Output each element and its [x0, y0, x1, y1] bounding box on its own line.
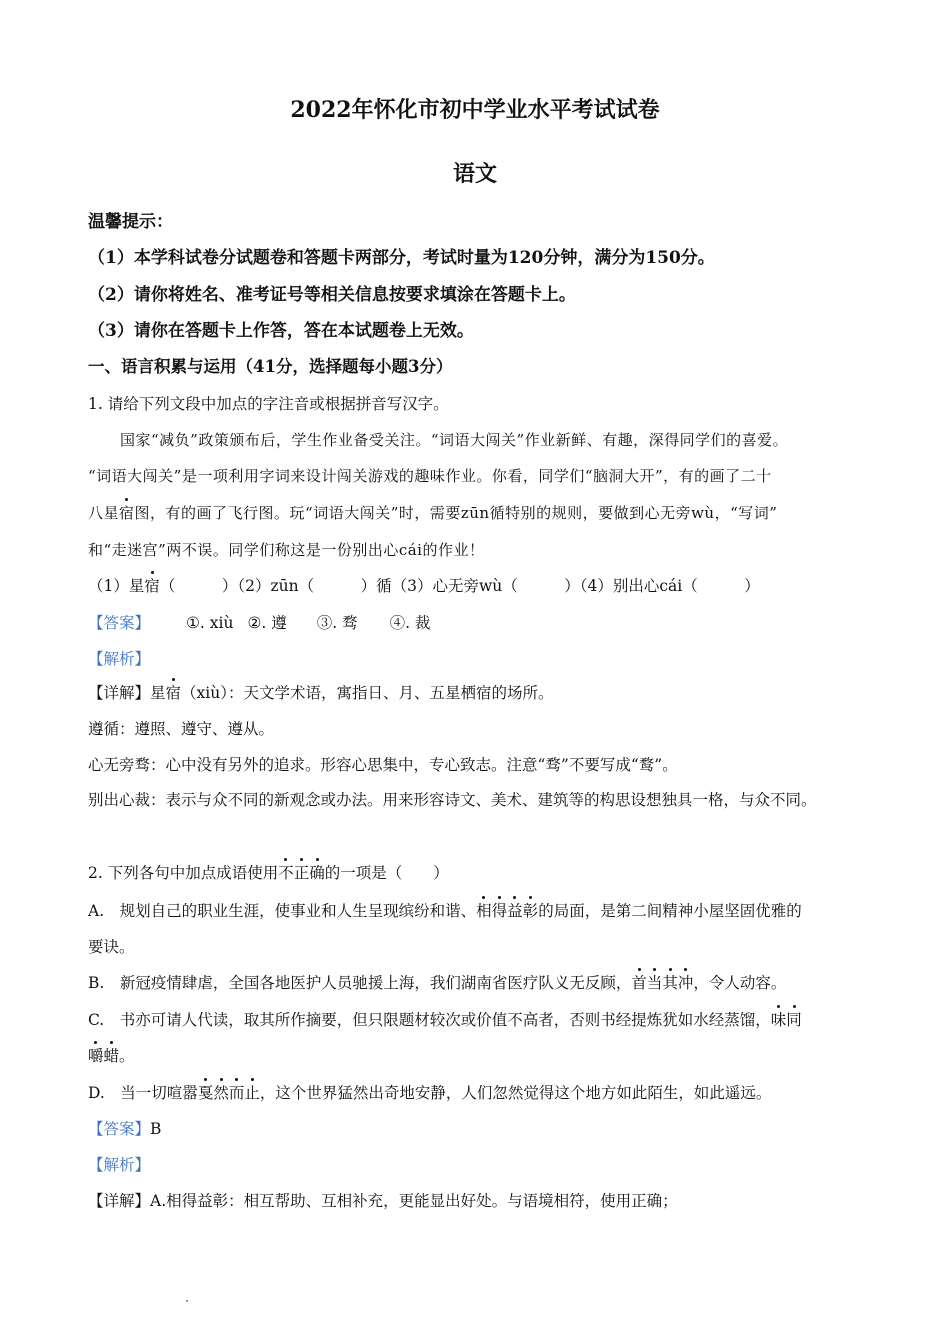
- passage-line: 国家“减负”政策颁布后，学生作业备受关注。“词语大闯关”作业新鲜、有趣，深得同学们的喜爱。: [120, 431, 789, 449]
- dotted-char: 首: [631, 974, 647, 992]
- answer-value: ②. 遵: [247, 614, 287, 632]
- notice-item: （2）请你将姓名、准考证号等相关信息按要求填涂在答题卡上。: [88, 285, 576, 305]
- dotted-char: 宿: [119, 504, 135, 522]
- detail-text: 星: [150, 684, 166, 702]
- dotted-char: 确: [309, 864, 325, 882]
- dotted-char: 冲: [677, 974, 694, 992]
- option-text: D. 当一切喧嚣: [88, 1084, 198, 1102]
- option-text: A. 规划自己的职业生涯，使事业和人生呈现缤纷和谐、: [88, 902, 477, 920]
- dotted-char: 同: [786, 1011, 802, 1029]
- subject-title: 语文: [452, 161, 497, 187]
- answer-value: ④. 裁: [389, 614, 431, 632]
- detail-tag: 【详解】: [88, 684, 151, 702]
- option-text: C. 书亦可请人代读，取其所作摘要，但只限题材较次或价值不高者，否则书经提炼犹如水经蒸馏，: [88, 1011, 771, 1029]
- dotted-char: 而: [228, 1084, 245, 1102]
- dotted-char: 止: [244, 1084, 260, 1102]
- option-b: [88, 973, 786, 993]
- answer-line: [88, 613, 430, 633]
- exam-title: 2022年怀化市初中学业水平考试试卷: [290, 97, 660, 123]
- dotted-char: 当: [646, 974, 663, 992]
- dotted-char: 彰: [522, 902, 539, 920]
- dotted-char: 得: [491, 902, 508, 920]
- option-d: [88, 1083, 771, 1103]
- dotted-char: 益: [507, 902, 523, 920]
- dotted-char: 然: [213, 1084, 229, 1102]
- notice-item: （3）请你在答题卡上作答，答在本试题卷上无效。: [88, 321, 474, 341]
- detail-line: 心无旁骛：心中没有另外的追求。形容心思集中，专心致志。注意“骛”不要写成“鹜”。: [88, 756, 678, 774]
- detail-text: （xiù）：天文学术语，寓指日、月、五星栖宿的场所。: [181, 684, 554, 702]
- stem-text: 的一项是（ ）: [324, 864, 449, 882]
- dotted-char: 戛: [197, 1084, 214, 1102]
- page-mark: [186, 1300, 188, 1302]
- passage-text: 八星: [88, 504, 120, 522]
- passage-line: [88, 503, 777, 523]
- question-2-stem: [88, 863, 449, 883]
- answer-line: [88, 1119, 161, 1139]
- dotted-char: 宿: [165, 684, 182, 702]
- notice-heading: 温馨提示：: [88, 212, 173, 232]
- section-title: 一、语言积累与运用（41分，选择题每小题3分）: [88, 357, 453, 376]
- passage-line: “词语大闯关”是一项利用字词来设计闯关游戏的趣味作业。你看，同学们“脑洞大开”，有的画了二十: [88, 467, 772, 485]
- analysis-tag: 【解析】: [88, 650, 151, 668]
- answer-tag: 【答案】: [88, 1120, 151, 1138]
- option-a: [88, 901, 802, 921]
- stem-text: 2. 下列各句中加点成语使用: [88, 864, 279, 882]
- passage-line: 和“走迷宫”两不误。同学们称这是一份别出心cái的作业！: [88, 541, 485, 559]
- dotted-char: 味: [770, 1011, 787, 1029]
- dotted-char: 不: [278, 864, 294, 882]
- dotted-char: 正: [293, 864, 310, 882]
- detail-line: 遵循：遵照、遵守、遵从。: [88, 720, 275, 738]
- option-c-cont: [88, 1046, 135, 1066]
- detail-tag: 【详解】: [88, 1192, 151, 1210]
- question-1-stem: 1. 请给下列文段中加点的字注音或根据拼音写汉字。: [88, 395, 449, 413]
- detail-line: [88, 1191, 678, 1211]
- passage-text: 图，有的画了飞行图。玩“词语大闯关”时，需要zūn循特别的规则，要做到心无旁wù，“写词”: [134, 504, 778, 522]
- option-a-cont: 要诀。: [88, 938, 135, 956]
- answer-tag: 【答案】: [88, 614, 151, 632]
- item-text: （1）星: [88, 577, 145, 595]
- option-text: ，令人动容。: [693, 974, 787, 992]
- dotted-char: 嚼: [88, 1047, 104, 1065]
- answer-value: B: [150, 1120, 162, 1138]
- analysis-tag: 【解析】: [88, 1156, 151, 1174]
- item-text: （ ）（2）zūn（ ）循（3）心无旁wù（ ）（4）别出心cái（ ）: [159, 577, 760, 595]
- detail-text: A.相得益彰：相互帮助、互相补充，更能显出好处。与语境相符，使用正确；: [150, 1192, 678, 1210]
- dotted-char: 蜡: [103, 1047, 120, 1065]
- answer-value: ③. 骛: [316, 614, 358, 632]
- answer-value: ①. xiù: [186, 614, 234, 632]
- dotted-char: 宿: [144, 577, 160, 595]
- option-text: 。: [119, 1047, 135, 1065]
- option-text: ，这个世界猛然出奇地安静，人们忽然觉得这个地方如此陌生，如此遥远。: [259, 1084, 772, 1102]
- option-c: [88, 1010, 802, 1030]
- detail-line: [88, 683, 553, 703]
- question-1-items: [88, 576, 760, 596]
- dotted-char: 相: [476, 902, 492, 920]
- option-text: B. 新冠疫情肆虐，全国各地医护人员驰援上海，我们湖南省医疗队义无反顾，: [88, 974, 632, 992]
- notice-item: （1）本学科试卷分试题卷和答题卡两部分，考试时量为120分钟，满分为150分。: [88, 248, 715, 268]
- option-text: 的局面，是第二间精神小屋坚固优雅的: [538, 902, 802, 920]
- detail-line: 别出心裁：表示与众不同的新观念或办法。用来形容诗文、美术、建筑等的构思设想独具一格，与众不同。: [88, 791, 817, 809]
- dotted-char: 其: [662, 974, 678, 992]
